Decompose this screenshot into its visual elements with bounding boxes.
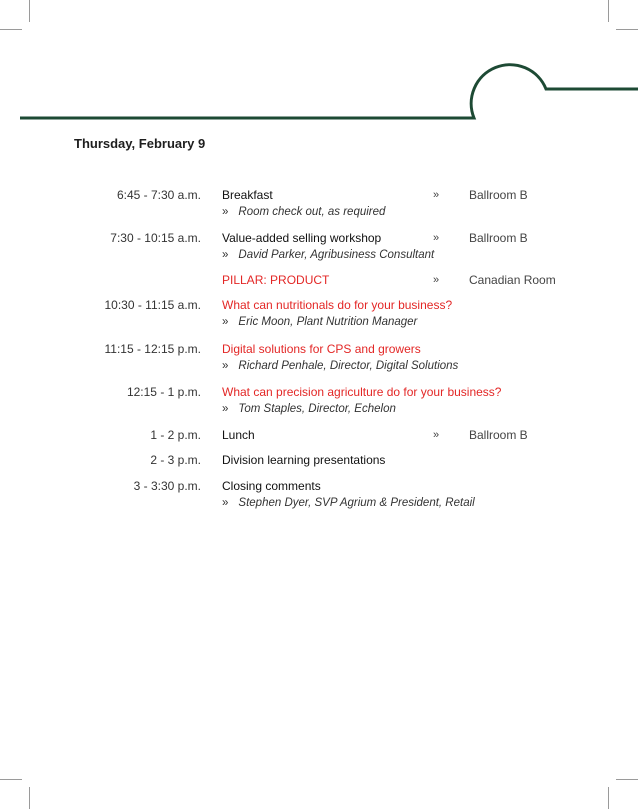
session-detail: [222, 497, 475, 509]
bullet-icon: »: [222, 497, 229, 509]
session-title: What can precision agriculture do for your business?: [222, 385, 502, 399]
schedule-row: [0, 428, 638, 445]
session-detail: [222, 403, 396, 415]
schedule-row: [0, 231, 638, 248]
pillar-title: PILLAR: PRODUCT: [222, 273, 330, 287]
time-label: 2 - 3 p.m.: [150, 453, 201, 467]
crop-mark: [608, 787, 609, 809]
detail-text: Richard Penhale, Director, Digital Solutions: [238, 360, 459, 372]
bullet-icon: »: [222, 316, 229, 328]
bullet-icon: »: [222, 206, 229, 218]
session-detail: [222, 360, 458, 372]
session-title: Division learning presentations: [222, 453, 386, 467]
detail-text: Room check out, as required: [238, 206, 386, 218]
detail-text: Tom Staples, Director, Echelon: [238, 403, 396, 415]
time-label: 10:30 - 11:15 a.m.: [104, 298, 201, 312]
location-label: Canadian Room: [469, 273, 556, 287]
detail-text: Eric Moon, Plant Nutrition Manager: [238, 316, 418, 328]
session-title: Closing comments: [222, 479, 321, 493]
time-label: 1 - 2 p.m.: [150, 428, 201, 442]
session-title: Lunch: [222, 428, 255, 442]
schedule-row-pillar: [0, 273, 638, 290]
session-title: What can nutritionals do for your business?: [222, 298, 453, 312]
session-title: Breakfast: [222, 188, 273, 202]
detail-text: David Parker, Agribusiness Consultant: [238, 249, 435, 261]
schedule-row: [0, 385, 638, 402]
bullet-icon: »: [222, 249, 229, 261]
time-label: 12:15 - 1 p.m.: [126, 385, 201, 399]
page-title: Thursday, February 9: [74, 136, 206, 151]
bullet-icon: »: [222, 360, 229, 372]
time-label: 3 - 3:30 p.m.: [133, 479, 201, 493]
schedule-row: [0, 342, 638, 359]
header-rule-arc: [0, 0, 638, 130]
arrow-icon: »: [433, 232, 440, 244]
schedule-row: [0, 479, 638, 496]
crop-mark: [29, 787, 30, 809]
location-label: Ballroom B: [469, 428, 528, 442]
arrow-icon: »: [433, 274, 440, 286]
arrow-icon: »: [433, 429, 440, 441]
session-detail: [222, 316, 417, 328]
time-label: 11:15 - 12:15 p.m.: [104, 342, 201, 356]
schedule-row: [0, 298, 638, 315]
crop-mark: [0, 779, 22, 780]
crop-mark: [616, 779, 638, 780]
arrow-icon: »: [433, 189, 440, 201]
detail-text: Stephen Dyer, SVP Agrium & President, Retail: [238, 497, 475, 509]
location-label: Ballroom B: [469, 231, 528, 245]
time-label: 7:30 - 10:15 a.m.: [110, 231, 201, 245]
session-title: Digital solutions for CPS and growers: [222, 342, 421, 356]
location-label: Ballroom B: [469, 188, 528, 202]
session-title: Value-added selling workshop: [222, 231, 382, 245]
schedule-row: [0, 453, 638, 470]
schedule-row: [0, 188, 638, 205]
session-detail: [222, 206, 385, 218]
time-label: 6:45 - 7:30 a.m.: [116, 188, 201, 202]
session-detail: [222, 249, 434, 261]
bullet-icon: »: [222, 403, 229, 415]
